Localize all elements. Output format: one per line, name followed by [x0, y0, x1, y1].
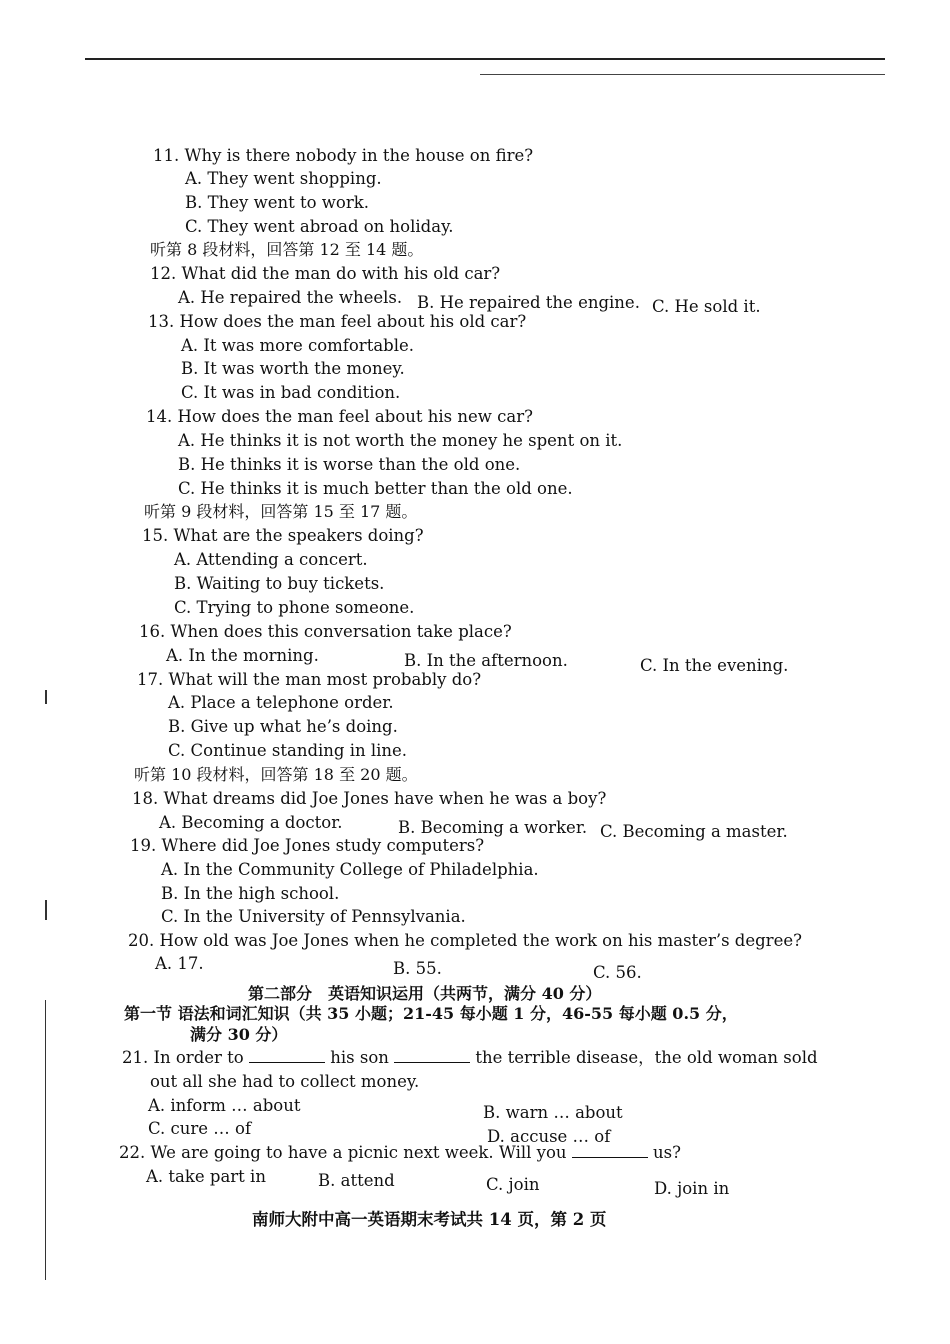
option-19b: B. In the high school. [161, 884, 340, 903]
option-14b: B. He thinks it is worse than the old one. [178, 455, 521, 474]
question-21-continuation: out all she had to collect money. [150, 1072, 420, 1091]
option-14a: A. He thinks it is not worth the money he spent on it. [178, 431, 623, 450]
option-12c: C. He sold it. [652, 297, 761, 316]
option-11a: A. They went shopping. [185, 169, 382, 188]
option-13c: C. It was in bad condition. [181, 383, 401, 402]
answer-blank [249, 1048, 325, 1063]
question-11: 11. Why is there nobody in the house on fire? [153, 146, 534, 165]
question-19: 19. Where did Joe Jones study computers? [130, 836, 485, 855]
option-22d: D. join in [654, 1179, 730, 1198]
option-22b: B. attend [318, 1171, 395, 1190]
option-21c: C. cure … of [148, 1119, 252, 1138]
option-16b: B. In the afternoon. [404, 651, 568, 670]
question-21-text: the terrible disease，the old woman sold [475, 1048, 818, 1067]
option-15a: A. Attending a concert. [174, 550, 368, 569]
option-18c: C. Becoming a master. [600, 822, 788, 841]
option-14c: C. He thinks it is much better than the old one. [178, 479, 573, 498]
part-two-heading: 第二部分 英语知识运用（共两节，满分 40 分） [248, 984, 602, 1003]
top-rule-secondary [480, 74, 885, 75]
question-21 [122, 1048, 818, 1068]
scan-edge-line [45, 1000, 46, 1280]
option-11c: C. They went abroad on holiday. [185, 217, 454, 236]
option-12a: A. He repaired the wheels. [178, 288, 403, 307]
top-rule [85, 58, 885, 60]
question-17: 17. What will the man most probably do? [137, 670, 482, 689]
page-footer: 南师大附中高一英语期末考试共 14 页，第 2 页 [252, 1210, 607, 1229]
section-one-heading: 第一节 语法和词汇知识（共 35 小题；21-45 每小题 1 分，46-55 每小题 0.5 分， [124, 1004, 738, 1023]
question-14: 14. How does the man feel about his new car? [146, 407, 533, 426]
question-18: 18. What dreams did Joe Jones have when he was a boy? [132, 789, 607, 808]
section-one-heading-cont: 满分 30 分） [190, 1025, 288, 1044]
option-22a: A. take part in [146, 1167, 266, 1186]
option-22c: C. join [486, 1175, 540, 1194]
option-15c: C. Trying to phone someone. [174, 598, 415, 617]
answer-blank [394, 1048, 470, 1063]
option-20a: A. 17. [155, 954, 204, 973]
option-13a: A. It was more comfortable. [181, 336, 415, 355]
option-17c: C. Continue standing in line. [168, 741, 408, 760]
option-13b: B. It was worth the money. [181, 359, 405, 378]
option-12b: B. He repaired the engine. [417, 293, 640, 312]
scan-mark [45, 690, 47, 704]
option-15b: B. Waiting to buy tickets. [174, 574, 385, 593]
section-10-instruction: 听第 10 段材料，回答第 18 至 20 题。 [134, 765, 418, 784]
option-21d: D. accuse … of [487, 1127, 611, 1146]
option-18b: B. Becoming a worker. [398, 818, 588, 837]
question-21-text: his son [330, 1048, 389, 1067]
question-15: 15. What are the speakers doing? [142, 526, 424, 545]
option-11b: B. They went to work. [185, 193, 369, 212]
question-21-text: 21. In order to [122, 1048, 244, 1067]
question-22-text: us? [653, 1143, 681, 1162]
question-22 [119, 1143, 681, 1163]
question-20: 20. How old was Joe Jones when he completed the work on his master’s degree? [128, 931, 802, 950]
option-21a: A. inform … about [148, 1096, 301, 1115]
answer-blank [572, 1143, 648, 1158]
section-9-instruction: 听第 9 段材料，回答第 15 至 17 题。 [144, 502, 418, 521]
option-18a: A. Becoming a doctor. [159, 813, 343, 832]
option-17b: B. Give up what he’s doing. [168, 717, 398, 736]
scan-mark [45, 900, 47, 920]
option-19a: A. In the Community College of Philadelphia. [161, 860, 539, 879]
option-19c: C. In the University of Pennsylvania. [161, 907, 466, 926]
option-17a: A. Place a telephone order. [168, 693, 394, 712]
section-8-instruction: 听第 8 段材料，回答第 12 至 14 题。 [150, 240, 424, 259]
option-21b: B. warn … about [483, 1103, 623, 1122]
option-20c: C. 56. [593, 963, 642, 982]
question-13: 13. How does the man feel about his old car? [148, 312, 527, 331]
question-22-text: 22. We are going to have a picnic next week. Will you [119, 1143, 567, 1162]
option-16a: A. In the morning. [166, 646, 319, 665]
question-16: 16. When does this conversation take place? [139, 622, 512, 641]
option-20b: B. 55. [393, 959, 442, 978]
option-16c: C. In the evening. [640, 656, 789, 675]
question-12: 12. What did the man do with his old car? [150, 264, 501, 283]
